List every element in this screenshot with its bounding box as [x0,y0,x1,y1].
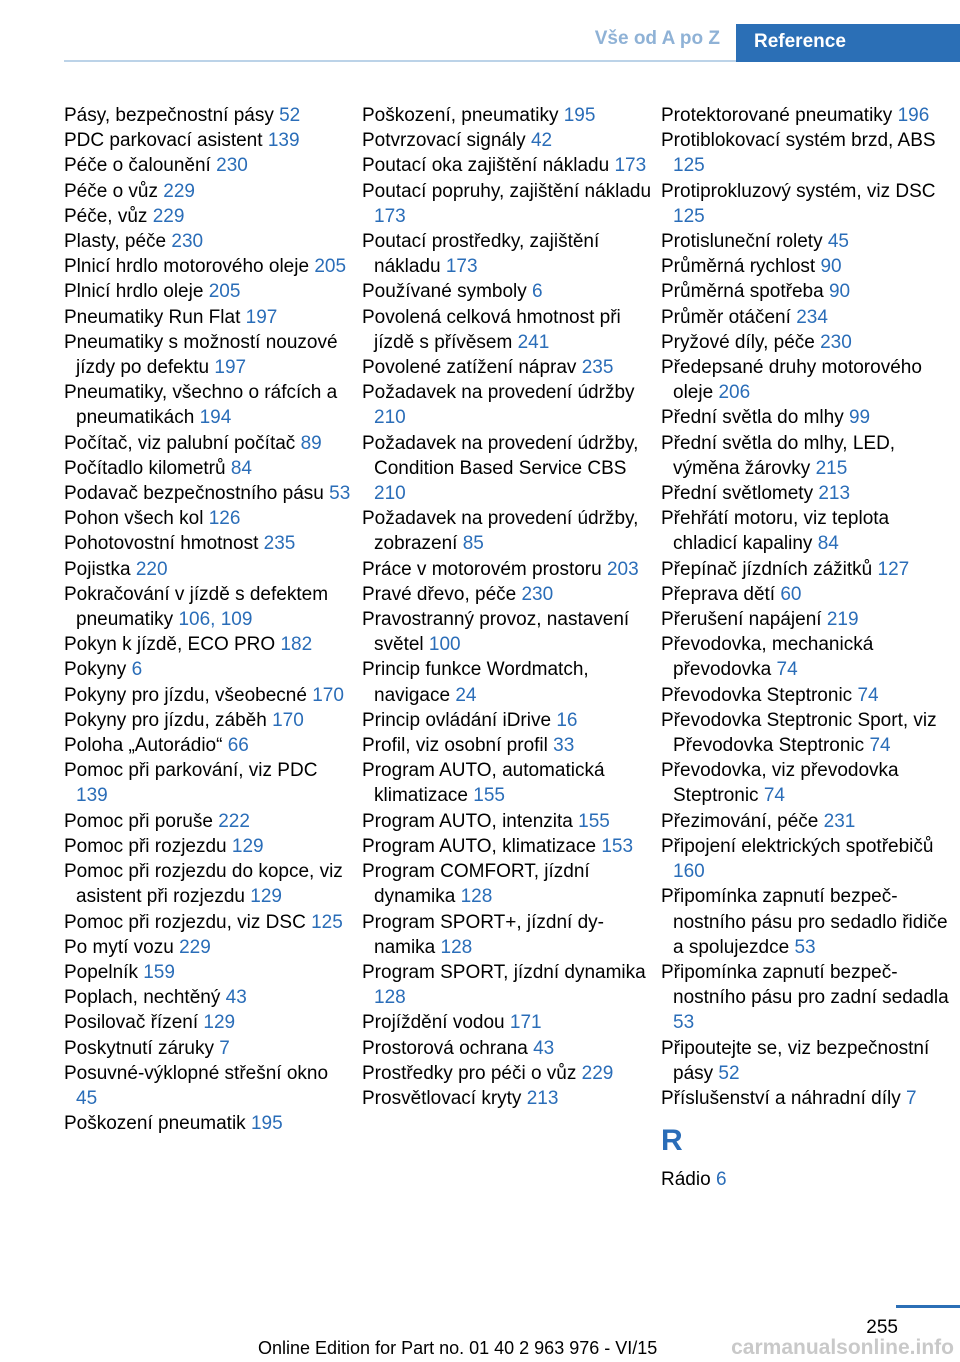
page-link[interactable]: 153 [601,835,634,857]
page-link[interactable]: 220 [135,558,168,580]
page-link[interactable]: 33 [553,735,575,757]
index-entry [64,128,354,153]
index-term: Posuvné-výklopné střešní okno [64,1062,329,1084]
index-term: Pojistka [64,558,131,580]
index-entry [362,103,652,128]
index-term: Pokyny [64,659,127,681]
page-link[interactable]: 222 [218,810,250,832]
page-link[interactable]: 155 [578,810,610,832]
index-term: Pomoc při rozjezdu [64,835,227,857]
index-term: Převodovka, mechanická převodovka [661,634,874,681]
index-term: Popelník [64,961,138,983]
index-entry [64,985,354,1010]
index-term: Připomínka zapnutí bezpečnostního pásu pro sedadlo řidiče a spolujezdce [661,886,948,958]
index-entry [64,305,354,330]
page-link[interactable]: 53 [329,483,351,505]
page-link[interactable]: 42 [530,130,553,152]
index-term: Pokračování v jízdě s defektem pneumatiky [64,583,329,631]
page-link[interactable]: 171 [509,1012,542,1034]
index-term: Princip ovládání iDrive [362,709,552,731]
index-entry [362,380,652,430]
index-entry [362,1010,652,1035]
page-link[interactable]: 7 [219,1037,230,1059]
index-term: Program SPORT, jízdní dynamika [362,961,646,983]
index-term: Přerušení napájení [661,609,822,631]
index-entry [661,128,956,178]
index-term: Používané symboly [362,281,527,303]
index-term: Převodovka Steptronic [661,684,853,706]
index-term: Poškození pneumatik [64,1113,246,1135]
index-entry [362,431,652,507]
index-term: Průměr otáčení [661,306,791,328]
index-entry [64,103,354,128]
index-term: Program AUTO, intenzita [362,810,573,832]
index-entry [661,632,956,682]
page-link[interactable]: 213 [526,1087,559,1109]
page-link[interactable]: 74 [857,684,879,706]
index-entry [64,456,354,481]
index-entry [661,431,956,481]
index-term: Poutací popruhy, zajištění nákladu [362,180,652,202]
index-term: Pomoc při poruše [64,810,213,832]
index-entry [64,582,354,632]
page-link[interactable]: 229 [179,936,211,958]
index-entry [64,1111,354,1136]
index-entry [661,758,956,808]
page-link[interactable]: 173 [374,205,406,227]
index-term: Program AUTO, automatická klimatizace [362,760,605,807]
index-entry [362,733,652,758]
index-entry [362,834,652,859]
index-term: Převodovka Steptronic Sport, viz Převodovka Steptronic [661,709,937,757]
page-link[interactable]: 125 [311,911,343,933]
index-entry [64,960,354,985]
index-term: Prostorová ochrana [362,1037,528,1059]
index-term: Protisluneční rolety [661,231,823,253]
index-entry [661,229,956,254]
page-link[interactable]: 85 [462,533,484,555]
page-link[interactable]: 139 [267,130,300,152]
page-link[interactable]: 6 [532,281,543,303]
page-link[interactable]: 129 [231,835,264,857]
index-entry [362,153,652,178]
page-link[interactable]: 89 [300,432,322,454]
index-term: Pomoc při rozjezdu, viz DSC [64,911,306,933]
page-link[interactable]: 205 [314,256,347,278]
page-link[interactable]: 45 [76,1087,98,1109]
index-entry [661,708,956,758]
page-link[interactable]: 66 [227,735,249,757]
index-entry [362,1036,652,1061]
page-link[interactable]: 90 [820,256,842,278]
page-link[interactable]: 128 [374,987,406,1009]
index-term: Počítač, viz palubní počítač [64,432,296,454]
index-term: Přední světla do mlhy [661,407,844,429]
index-term: Povolené zatížení náprav [362,357,577,379]
page-link[interactable]: 173 [445,256,478,278]
page-link[interactable]: 235 [581,357,614,379]
index-entry [661,1086,956,1111]
page-link[interactable]: 84 [817,533,839,555]
index-entry [362,355,652,380]
index-term: Pomoc při rozjezdu do kopce, viz asistent při rozjezdu [64,861,343,908]
index-term: Přeprava dětí [661,583,776,605]
index-entry [661,355,956,405]
index-entry [661,960,956,1036]
index-entry [362,582,652,607]
index-entry [64,179,354,204]
index-term: Protiblokovací systém brzd, ABS [661,130,936,152]
page-link[interactable]: 74 [776,659,798,681]
index-term: Prosvětlovací kryty [362,1087,522,1109]
index-entry [362,960,652,1010]
index-term: Poplach, nechtěný [64,987,221,1009]
index-entry [661,179,956,229]
page-link[interactable]: 106, 109 [178,609,253,631]
footer-rule [896,1305,960,1308]
index-entry [64,204,354,229]
index-letter-entries [661,1167,956,1192]
page-number: 255 [866,1317,898,1338]
index-term: Program COMFORT, jízdní dynamika [362,861,590,908]
index-term: Přední světla do mlhy, LED, výměna žárovky [661,432,896,479]
index-entry [661,1167,956,1192]
page-link[interactable]: 197 [214,357,247,379]
index-term: Protektorované pneumatiky [661,105,893,126]
index-entry [661,506,956,556]
section-letter: R [661,1124,683,1158]
index-entry [661,254,956,279]
index-term: Pokyny pro jízdu, záběh [64,709,267,731]
page-link[interactable]: 229 [163,180,195,202]
index-term: Pravostranný provoz, nastavení světel [362,609,630,656]
index-entry [64,1061,354,1111]
index-term: Projíždění vodou [362,1012,505,1034]
index-term: Profil, viz osobní profil [362,735,548,757]
page-link[interactable]: 129 [203,1012,236,1034]
index-term: Pásy, bezpečnostní pásy [64,105,274,126]
index-term: Pryžové díly, péče [661,331,815,353]
page-link[interactable]: 99 [848,407,871,429]
index-term: Povolená celková hmotnost při jízdě s přívěsem [362,306,621,353]
index-entry [64,254,354,279]
index-term: Předepsané druhy motorového oleje [661,357,922,404]
page-link[interactable]: 230 [820,331,852,353]
page-link[interactable]: 194 [199,407,232,429]
index-term: Potvrzovací signály [362,130,526,152]
index-term: Pneumatiky, všechno o ráfcích a pneumatikách [64,382,338,429]
index-term: Poloha „Autorádio“ [64,735,223,757]
index-entry [362,708,652,733]
index-entry [64,481,354,506]
page-link[interactable]: 215 [815,457,848,479]
index-term: Plasty, péče [64,231,167,253]
index-term: Plnicí hrdlo oleje [64,281,204,303]
page-link[interactable]: 139 [76,785,108,807]
edition-note: Online Edition for Part no. 01 40 2 963 976 - VI/15 [258,1338,658,1358]
index-entry [64,758,354,808]
page-link[interactable]: 213 [818,483,851,505]
page-link[interactable]: 229 [581,1062,614,1084]
index-entry [64,935,354,960]
index-entry [64,910,354,935]
index-term: Přehřátí motoru, viz teplota chladicí kapaliny [661,508,890,555]
index-entry [64,380,354,430]
index-entry [661,557,956,582]
index-term: Pokyny pro jízdu, všeobecné [64,684,307,706]
page-link[interactable]: 90 [828,281,851,303]
index-term: Průměrná spotřeba [661,281,824,303]
page-link[interactable]: 219 [826,609,859,631]
page-link[interactable]: 52 [279,105,301,126]
index-column-3 [661,103,956,1192]
index-entry [362,1086,652,1111]
page-link[interactable]: 6 [131,659,143,681]
index-term: Pravé dřevo, péče [362,583,517,605]
index-entry [661,481,956,506]
page-link[interactable]: 155 [473,785,505,807]
index-term: Poskytnutí záruky [64,1037,214,1059]
page-link[interactable]: 128 [440,936,473,958]
page-link[interactable]: 203 [606,558,639,580]
index-term: Princip funkce Wordmatch, navigace [362,659,589,706]
page-link[interactable]: 173 [614,155,647,177]
index-entry [362,128,652,153]
index-entry [661,884,956,960]
index-term: Program SPORT+, jízdní dynamika [362,911,604,958]
index-term: Plnicí hrdlo motorového oleje [64,256,310,278]
page-link[interactable]: 100 [428,634,461,656]
page-link[interactable]: 230 [216,155,248,177]
index-entry [64,733,354,758]
page-link[interactable]: 160 [673,861,705,883]
page-link[interactable]: 205 [208,281,241,303]
index-term: Péče, vůz [64,205,148,227]
page-link[interactable]: 231 [823,810,856,832]
index-term: Přední světlomety [661,483,814,505]
page-link[interactable]: 53 [794,936,816,958]
index-term: Průměrná rychlost [661,256,816,278]
index-term: Posilovač řízení [64,1012,199,1034]
index-term: Pokyn k jízdě, ECO PRO [64,634,276,656]
page-link[interactable]: 53 [673,1012,695,1034]
page-link[interactable]: 170 [272,709,304,731]
index-term: Převodovka, viz převodovka Steptronic [661,760,899,807]
index-term: Péče o čalounění [64,155,211,177]
page-link[interactable]: 43 [533,1037,555,1059]
index-entry [661,103,956,128]
index-entry [362,557,652,582]
index-entry [661,582,956,607]
index-entry [661,305,956,330]
page-link[interactable]: 170 [312,684,344,706]
watermark: carmanualsonline.info [731,1336,954,1359]
page-link[interactable]: 6 [715,1169,727,1191]
index-term: Požadavek na provedení údržby, zobrazení [362,508,639,555]
page-link[interactable]: 84 [230,457,252,479]
index-entry [64,279,354,304]
page-link[interactable]: 129 [250,886,282,908]
page-link[interactable]: 241 [517,331,550,353]
page-link[interactable]: 210 [374,407,406,429]
index-entry [362,305,652,355]
page-link[interactable]: 195 [563,105,596,126]
index-term: Přepínač jízdních zážitků [661,558,873,580]
index-term: Počítadlo kilometrů [64,457,226,479]
index-entry [661,683,956,708]
page-link[interactable]: 206 [718,382,751,404]
index-term: Rádio [661,1169,711,1191]
index-term: Pohon všech kol [64,508,204,530]
index-entry [362,229,652,279]
index-term: Protiprokluzový systém, viz DSC [661,180,936,202]
page-link[interactable]: 52 [718,1062,740,1084]
index-entry [64,506,354,531]
page-link[interactable]: 159 [143,961,175,983]
index-entry [64,809,354,834]
index-entry [64,834,354,859]
index-entry [64,229,354,254]
index-entry [362,657,652,707]
index-entry [64,531,354,556]
reference-tab-label: Reference [754,31,846,52]
index-term: Požadavek na provedení údržby, Condition Based Service CBS [362,432,639,479]
page-link[interactable]: 126 [208,508,241,530]
index-entry [362,910,652,960]
index-entry [362,506,652,556]
page-link[interactable]: 7 [906,1087,917,1109]
index-term: Podavač bezpečnostního pásu [64,483,324,505]
index-term: Pohotovostní hmotnost [64,533,259,555]
index-entry [64,859,354,909]
index-term: Práce v motorovém prostoru [362,558,602,580]
page-link[interactable]: 128 [460,886,493,908]
page-link[interactable]: 210 [374,483,406,505]
index-entry [64,1036,354,1061]
index-term: Příslušenství a náhradní díly [661,1087,901,1109]
index-entry [362,758,652,808]
index-entry [362,279,652,304]
page-link[interactable]: 127 [877,558,910,580]
page-link[interactable]: 195 [250,1113,283,1135]
page-link[interactable]: 230 [171,231,204,253]
index-entry [362,809,652,834]
index-entry [64,1010,354,1035]
page-link[interactable]: 230 [521,583,554,605]
index-entry [362,1061,652,1086]
index-entry [362,179,652,229]
index-term: Poutací prostředky, zajištění nákladu [362,231,600,278]
index-entry [661,1036,956,1086]
page-link[interactable]: 16 [556,709,578,731]
index-entry [64,557,354,582]
index-term: Prostředky pro péči o vůz [362,1062,577,1084]
index-column-1 [64,103,354,1136]
index-column-2 [362,103,652,1111]
page-link[interactable]: 74 [869,735,891,757]
index-term: PDC parkovací asistent [64,130,263,152]
page-link[interactable]: 235 [263,533,296,555]
index-term: Pneumatiky s možností nouzové jízdy po defektu [64,331,338,379]
page-link[interactable]: 24 [455,684,477,706]
page-link[interactable]: 229 [152,205,185,227]
page-link[interactable]: 45 [827,231,849,253]
index-term: Přezimování, péče [661,810,819,832]
index-term: Program AUTO, klimatizace [362,835,597,857]
index-entry [362,859,652,909]
reference-tab[interactable] [736,24,960,62]
page-link[interactable]: 43 [225,987,247,1009]
index-entry [64,683,354,708]
index-entry [661,809,956,834]
index-term: Poškození, pneumatiky [362,105,559,126]
page-link[interactable]: 234 [796,306,828,328]
page-link[interactable]: 197 [245,306,278,328]
section-title[interactable]: Vše od A po Z [594,28,720,49]
page-link[interactable]: 196 [897,105,930,126]
index-entry [362,607,652,657]
index-entry [64,431,354,456]
page-link[interactable]: 182 [280,634,313,656]
index-term: Připoutejte se, viz bezpečnostní pásy [661,1037,930,1084]
index-term: Pneumatiky Run Flat [64,306,241,328]
page-link[interactable]: 125 [673,205,705,227]
index-entry [64,330,354,380]
page-link[interactable]: 60 [780,583,802,605]
index-term: Po mytí vozu [64,936,174,958]
index-entry [64,153,354,178]
index-column-3-items [661,103,956,1111]
page-link[interactable]: 125 [673,155,705,177]
index-entry [64,657,354,682]
index-term: Připomínka zapnutí bezpečnostního pásu pro zadní sedadla [661,961,949,1009]
index-entry [661,834,956,884]
index-term: Péče o vůz [64,180,158,202]
index-term: Požadavek na provedení údržby [362,382,635,404]
index-entry [64,708,354,733]
index-entry [661,279,956,304]
index-entry [661,330,956,355]
index-term: Pomoc při parkování, viz PDC [64,760,318,782]
index-entry [64,632,354,657]
index-term: Poutací oka zajištění nákladu [362,155,610,177]
page-link[interactable]: 74 [763,785,785,807]
index-entry [661,607,956,632]
index-entry [661,405,956,430]
index-term: Připojení elektrických spotřebičů [661,835,934,857]
